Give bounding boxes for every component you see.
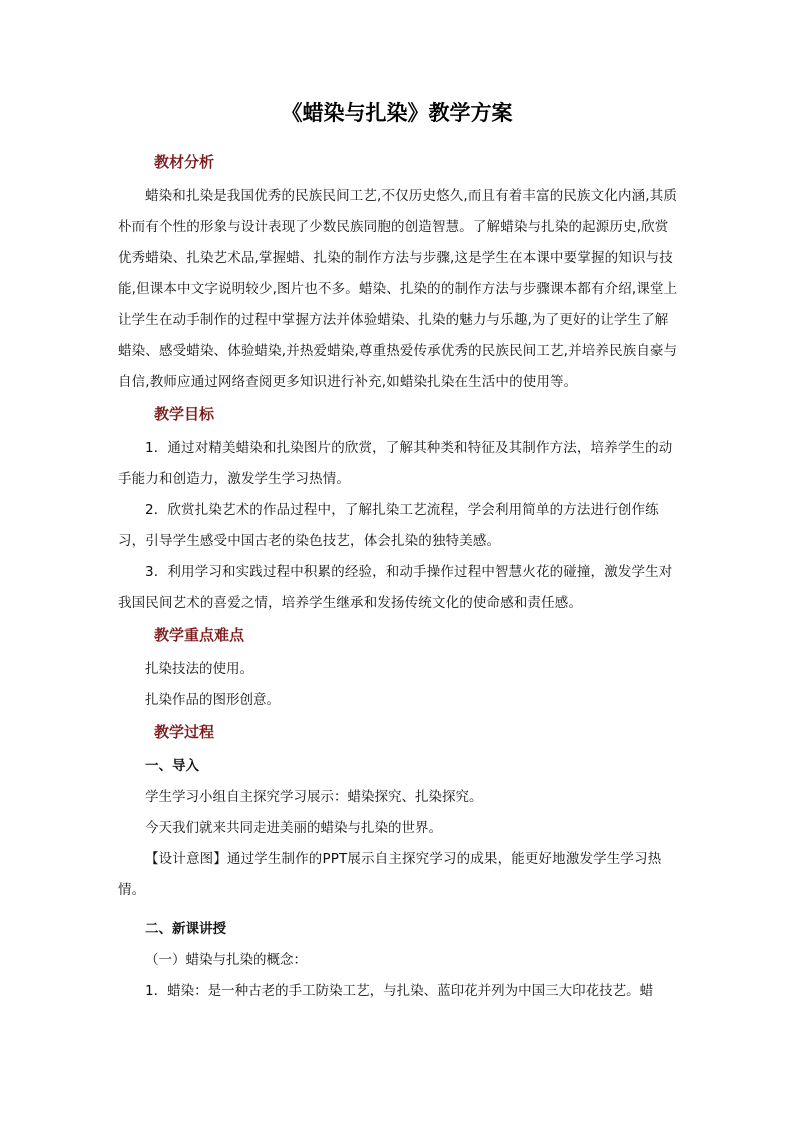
process-step2-item-1: 1．蜡染：是一种古老的手工防染工艺，与扎染、蓝印花并列为中国三大印花技艺。蜡: [145, 983, 654, 999]
goal-item-3: 3．利用学习和实践过程中积累的经验，和动手操作过程中智慧火花的碰撞，激发学生对我国民间艺术的喜爱之情，培养学生继承和发扬传统文化的使命感和责任感。: [118, 564, 673, 611]
design-intent: 【设计意图】通过学生制作的PPT展示自主探究学习的成果，能更好地激发学生学习热情。: [118, 851, 662, 898]
analysis-paragraph: 蜡染和扎染是我国优秀的民族民间工艺,不仅历史悠久,而且有着丰富的民族文化内涵,其质朴而有个性的形象与设计表现了少数民族同胞的创造智慧。了解蜡染与扎染的起源历史,欣赏优秀蜡染、扎染艺术品,掌握蜡、扎染的制作方法与步骤,这是学生在本课中要掌握的知识与技能,但课本中文字说明较少,图片也不多。蜡染、扎染的的制作方法与步骤课本都有介绍,课堂上让学生在动手制作的过程中掌握方法并体验蜡染、扎染的魅力与乐趣,为了更好的让学生了解蜡染、感受蜡染、体验蜡染,并热爱蜡染,尊重热爱传承优秀的民族民间工艺,并培养民族自豪与自信,教师应通过网络查阅更多知识进行补充,如蜡染扎染在生活中的使用等。: [118, 188, 678, 390]
process-step1-line-1: 学生学习小组自主探究学习展示：蜡染探究、扎染探究。: [145, 789, 483, 805]
section-heading-key-points: 教学重点难点: [154, 626, 245, 644]
goal-item-1: 1．通过对精美蜡染和扎染图片的欣赏，了解其种类和特征及其制作方法，培养学生的动手能力和创造力，激发学生学习热情。: [118, 440, 673, 487]
goal-item-2: 2．欣赏扎染艺术的作品过程中，了解扎染工艺流程，学会利用简单的方法进行创作练习，引导学生感受中国古老的染色技艺，体会扎染的独特美感。: [118, 502, 659, 549]
process-step2-title: 二、新课讲授: [145, 921, 226, 937]
process-step1-line-2: 今天我们就来共同走进美丽的蜡染与扎染的世界。: [145, 820, 442, 836]
document-title: 《蜡染与扎染》教学方案: [281, 100, 513, 125]
section-heading-goals: 教学目标: [154, 405, 215, 423]
process-step2-sub: （一）蜡染与扎染的概念：: [145, 952, 307, 968]
section-heading-process: 教学过程: [154, 723, 215, 741]
document-body: [118, 150, 678, 1007]
key-point-2: 扎染作品的图形创意。: [145, 692, 280, 708]
key-point-1: 扎染技法的使用。: [145, 661, 253, 677]
process-step1-title: 一、导入: [145, 758, 199, 774]
section-heading-analysis: 教材分析: [154, 153, 215, 171]
